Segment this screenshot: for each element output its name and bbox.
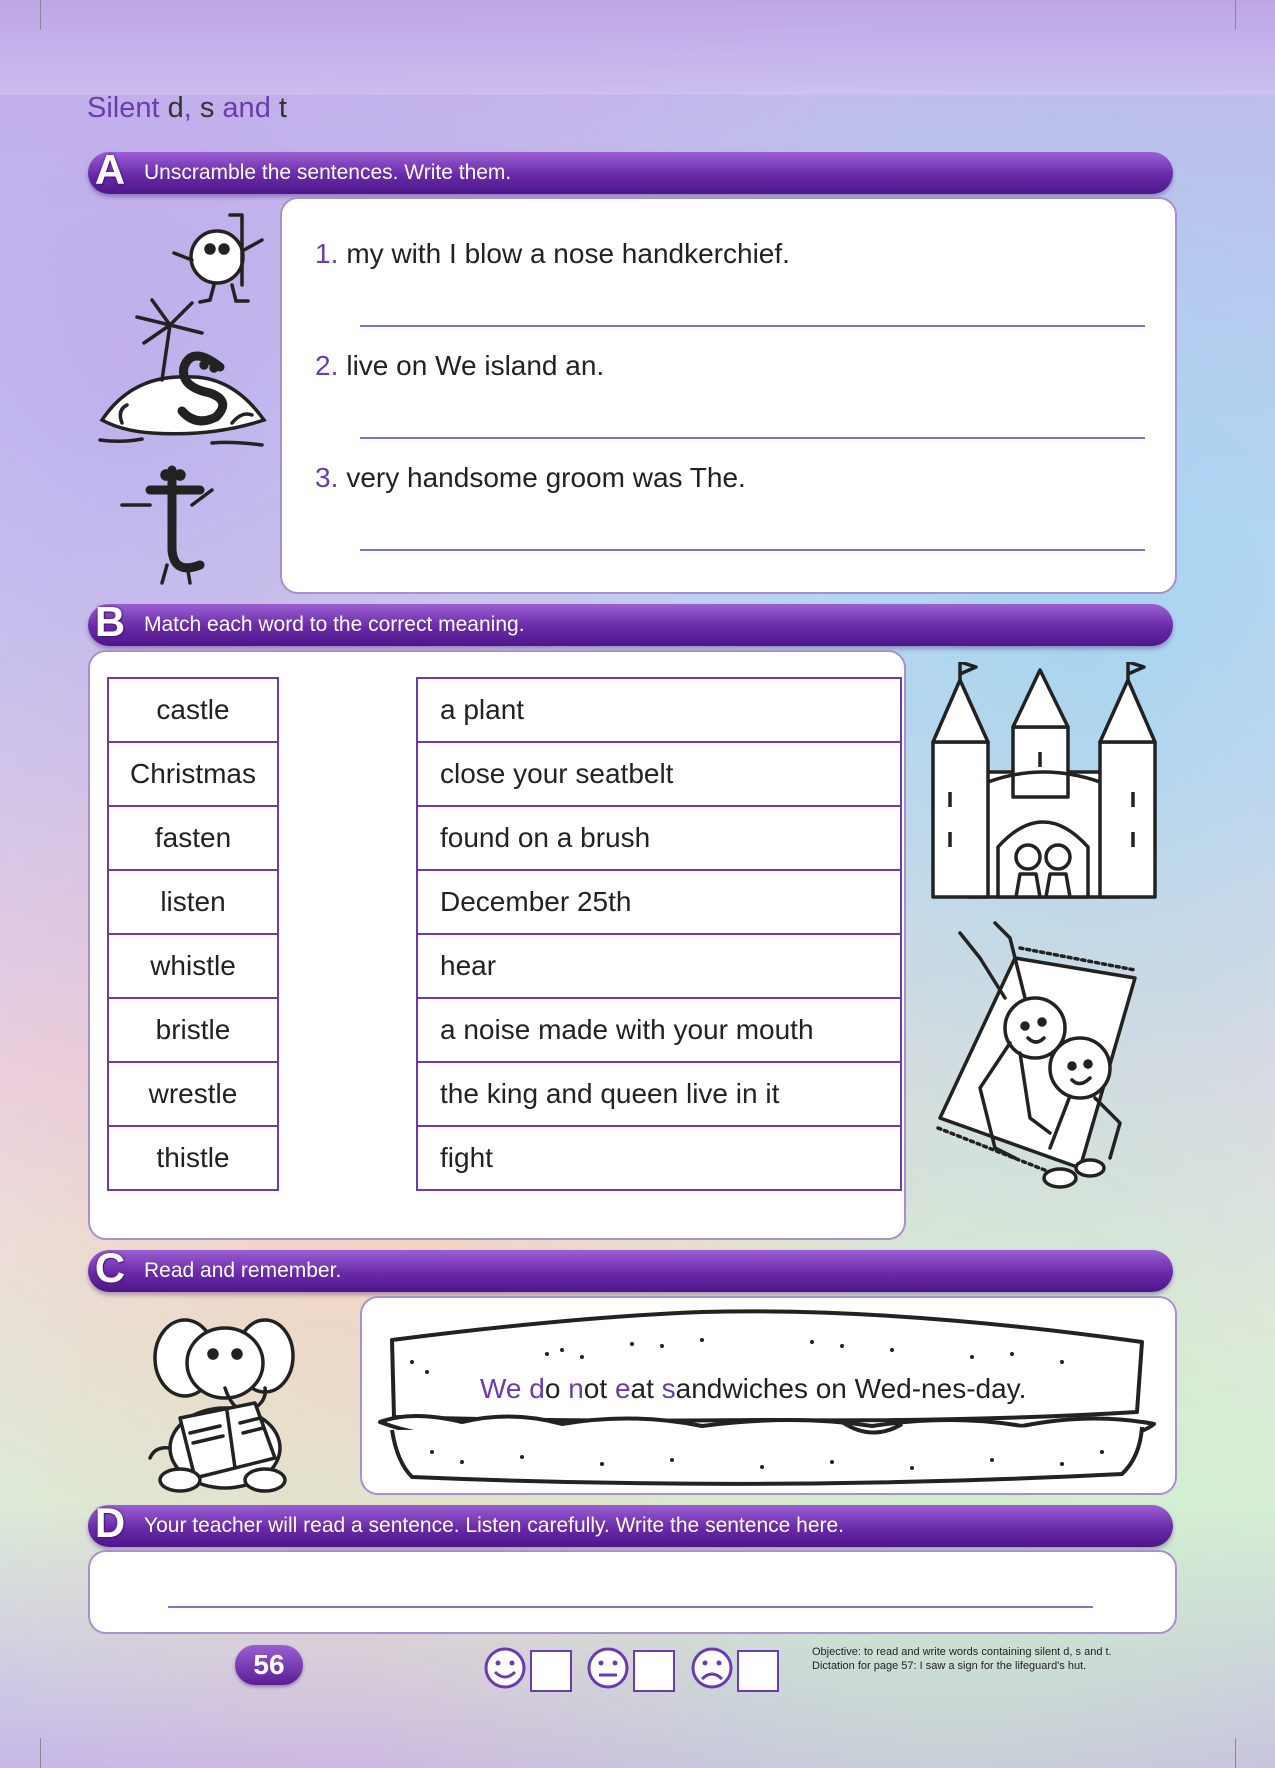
word-cell[interactable]: listen (108, 870, 278, 934)
section-a-header (88, 146, 1173, 194)
sentence-1: 1. my with I blow a nose handkerchief. (315, 238, 790, 269)
crop-mark (40, 1738, 41, 1768)
meaning-cell[interactable]: the king and queen live in it (417, 1062, 901, 1126)
sentence-2: 2. live on We island an. (315, 350, 605, 381)
neutral-checkbox[interactable] (633, 1650, 675, 1692)
crop-mark (1235, 1738, 1236, 1768)
castle-illustration (928, 662, 1160, 902)
sentence-3: 3. very handsome groom was The. (315, 462, 746, 493)
crop-mark (1235, 0, 1236, 30)
meaning-cell[interactable]: found on a brush (417, 806, 901, 870)
section-d-panel (88, 1550, 1177, 1634)
answer-line-2[interactable] (360, 437, 1145, 439)
section-letter: B (94, 598, 126, 645)
happy-checkbox[interactable] (530, 1650, 572, 1692)
meaning-cell[interactable]: hear (417, 934, 901, 998)
meaning-cell[interactable]: December 25th (417, 870, 901, 934)
meaning-cell[interactable]: close your seatbelt (417, 742, 901, 806)
word-cell[interactable]: fasten (108, 806, 278, 870)
meaning-cell[interactable]: a plant (417, 678, 901, 742)
dictation-answer-line[interactable] (168, 1606, 1093, 1608)
word-cell[interactable]: thistle (108, 1126, 278, 1190)
page-number: 56 (235, 1645, 303, 1685)
letters-illustration (92, 205, 277, 590)
word-cell[interactable]: whistle (108, 934, 278, 998)
word-cell[interactable]: castle (108, 678, 278, 742)
meaning-cell[interactable]: a noise made with your mouth (417, 998, 901, 1062)
section-c-header (88, 1244, 1173, 1292)
meanings-table (416, 677, 902, 1191)
section-b-header (88, 598, 1173, 646)
kids-illustration (920, 918, 1160, 1218)
section-instruction: Match each word to the correct meaning. (144, 613, 525, 636)
dictation-text: Dictation for page 57: I saw a sign for the lifeguard's hut. (812, 1660, 1087, 1672)
section-d-header (88, 1499, 1173, 1547)
page-title: Silent d, s and t (87, 92, 287, 124)
header-band (0, 0, 1275, 95)
section-instruction: Read and remember. (144, 1259, 342, 1282)
word-cell[interactable]: bristle (108, 998, 278, 1062)
word-cell[interactable]: wrestle (108, 1062, 278, 1126)
crop-mark (40, 0, 41, 30)
answer-line-1[interactable] (360, 325, 1145, 327)
word-cell[interactable]: Christmas (108, 742, 278, 806)
neutral-face-icon (586, 1646, 630, 1690)
answer-line-3[interactable] (360, 549, 1145, 551)
meaning-cell[interactable]: fight (417, 1126, 901, 1190)
section-letter: A (94, 146, 126, 193)
sad-checkbox[interactable] (737, 1650, 779, 1692)
section-instruction: Unscramble the sentences. Write them. (144, 161, 512, 184)
objective-text: Objective: to read and write words containing silent d, s and t. (812, 1646, 1112, 1658)
elephant-illustration (145, 1308, 305, 1493)
section-instruction: Your teacher will read a sentence. Listen carefully. Write the sentence here. (144, 1514, 845, 1537)
remember-sentence: We do not eat sandwiches on Wed-nes-day. (480, 1373, 1027, 1404)
section-letter: D (94, 1499, 126, 1546)
objective-note (812, 1645, 1142, 1673)
words-table (107, 677, 279, 1191)
happy-face-icon (483, 1646, 527, 1690)
section-letter: C (94, 1244, 126, 1291)
sad-face-icon (690, 1646, 734, 1690)
